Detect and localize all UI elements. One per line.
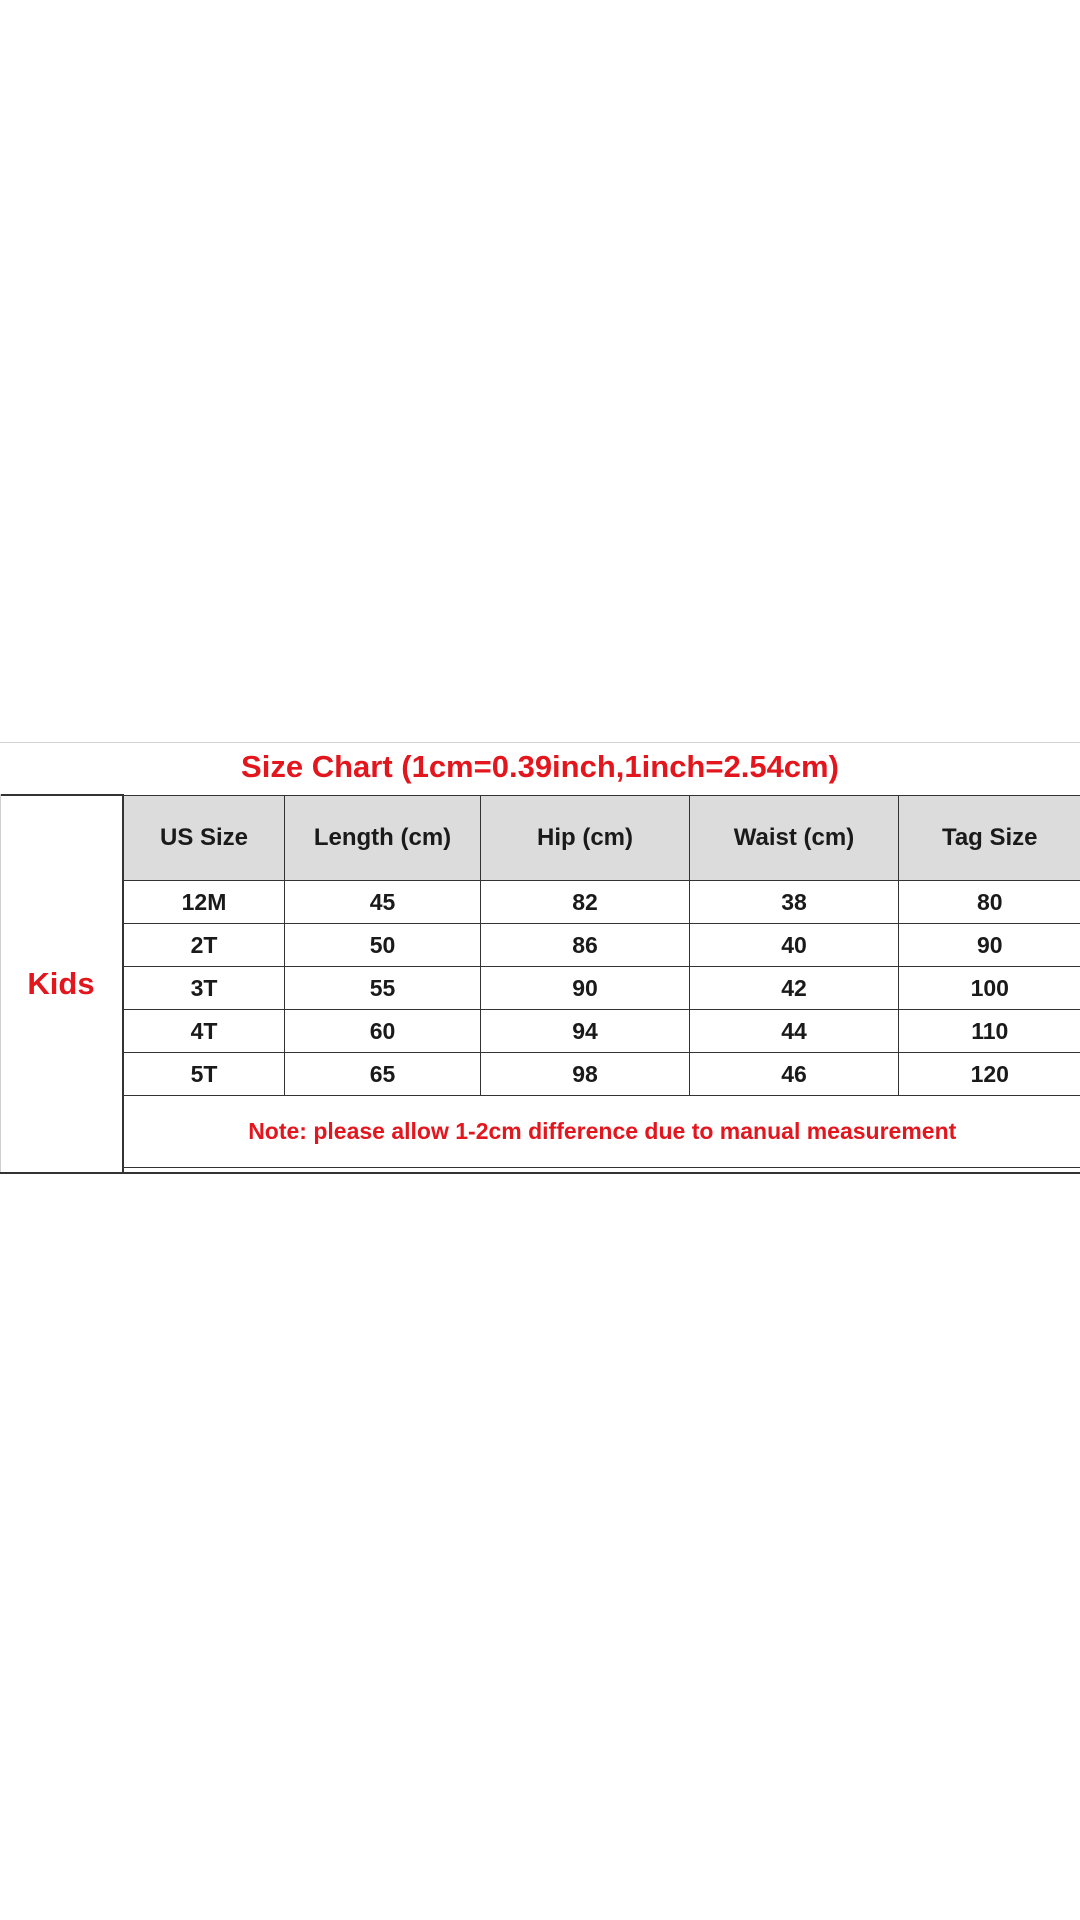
cell-tag-size: 120 [899,1053,1080,1096]
cell-waist: 46 [690,1053,899,1096]
header-length: Length (cm) [285,796,481,881]
table-row [124,924,1080,967]
cell-tag-size: 110 [899,1010,1080,1053]
cell-tag-size: 80 [899,881,1080,924]
table-row [124,967,1080,1010]
group-label [0,794,122,1174]
cell-waist: 44 [690,1010,899,1053]
chart-title: Size Chart (1cm=0.39inch,1inch=2.54cm) [241,749,839,784]
cell-hip: 90 [481,967,690,1010]
cell-tag-size: 90 [899,924,1080,967]
table-row [124,881,1080,924]
cell-us-size: 4T [124,1010,285,1053]
header-hip: Hip (cm) [481,796,690,881]
cell-length: 50 [285,924,481,967]
cell-length: 65 [285,1053,481,1096]
size-chart [0,742,1080,1174]
size-table [123,795,1080,1168]
header-waist: Waist (cm) [690,796,899,881]
cell-hip: 94 [481,1010,690,1053]
cell-waist: 40 [690,924,899,967]
cell-length: 55 [285,967,481,1010]
group-label-text: Kids [27,966,95,1001]
cell-length: 45 [285,881,481,924]
header-us-size: US Size [124,796,285,881]
note-row [124,1096,1080,1168]
cell-waist: 42 [690,967,899,1010]
bottom-rule [0,1172,1080,1174]
cell-length: 60 [285,1010,481,1053]
measurement-note: Note: please allow 1-2cm difference due to manual measurement [124,1096,1080,1168]
cell-hip: 82 [481,881,690,924]
cell-hip: 98 [481,1053,690,1096]
cell-us-size: 5T [124,1053,285,1096]
cell-waist: 38 [690,881,899,924]
cell-us-size: 12M [124,881,285,924]
table-header-row [124,796,1080,881]
cell-hip: 86 [481,924,690,967]
cell-tag-size: 100 [899,967,1080,1010]
table-row [124,1053,1080,1096]
table-row [124,1010,1080,1053]
header-tag-size: Tag Size [899,796,1080,881]
cell-us-size: 3T [124,967,285,1010]
cell-us-size: 2T [124,924,285,967]
